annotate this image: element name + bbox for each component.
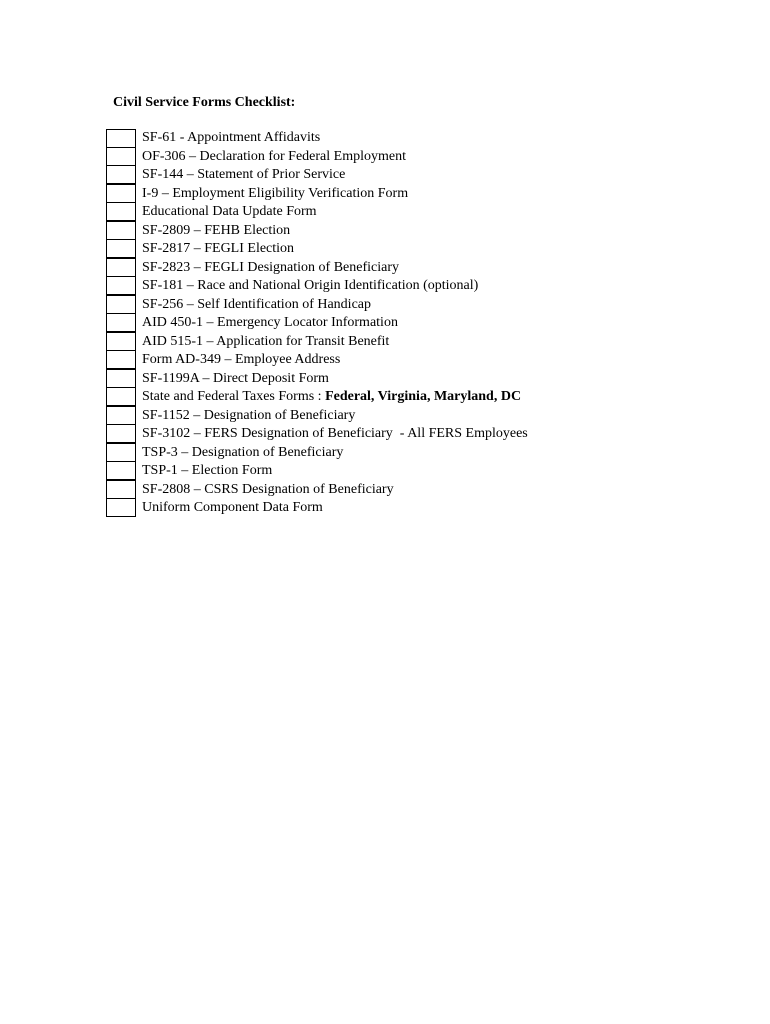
- checklist-item: [106, 240, 528, 259]
- item-text: SF-1152 – Designation of Beneficiary: [142, 407, 356, 423]
- checklist-item-label: [142, 296, 371, 314]
- item-text: SF-2817 – FEGLI Election: [142, 241, 295, 257]
- checklist-item-label: [142, 333, 389, 351]
- checkbox[interactable]: [106, 480, 136, 499]
- item-text: Uniform Component Data Form: [142, 500, 323, 516]
- checklist-item-label: [142, 277, 478, 295]
- checklist-item: [106, 370, 528, 389]
- checklist-item-label: [142, 351, 340, 369]
- checklist-item: [106, 222, 528, 241]
- checklist-item-label: [142, 129, 320, 147]
- forms-checklist: [106, 129, 528, 518]
- checklist-item: [106, 296, 528, 315]
- checkbox[interactable]: [106, 202, 136, 221]
- checklist-item-label: [142, 166, 345, 184]
- item-text: I-9 – Employment Eligibility Verification Form: [142, 185, 409, 201]
- checklist-item: [106, 259, 528, 278]
- checkbox[interactable]: [106, 369, 136, 388]
- item-text: OF-306 – Declaration for Federal Employment: [142, 148, 406, 164]
- checkbox[interactable]: [106, 221, 136, 240]
- checklist-item-label: [142, 240, 294, 258]
- checkbox[interactable]: [106, 424, 136, 443]
- checklist-item: [106, 462, 528, 481]
- checkbox[interactable]: [106, 184, 136, 203]
- checkbox[interactable]: [106, 295, 136, 314]
- checklist-item-label: [142, 370, 329, 388]
- checklist-item: [106, 166, 528, 185]
- checkbox[interactable]: [106, 313, 136, 332]
- checklist-item: [106, 351, 528, 370]
- checkbox[interactable]: [106, 332, 136, 351]
- checklist-item-label: [142, 444, 343, 462]
- item-text: SF-2808 – CSRS Designation of Beneficiary: [142, 481, 394, 497]
- checkbox[interactable]: [106, 258, 136, 277]
- checklist-item: [106, 388, 528, 407]
- item-text: SF-2809 – FEHB Election: [142, 222, 291, 238]
- item-text: AID 515-1 – Application for Transit Benefit: [142, 333, 390, 349]
- page-title: Civil Service Forms Checklist:: [113, 95, 296, 110]
- item-text: TSP-3 – Designation of Beneficiary: [142, 444, 344, 460]
- checkbox[interactable]: [106, 239, 136, 258]
- checklist-item: [106, 129, 528, 148]
- checkbox[interactable]: [106, 443, 136, 462]
- checklist-item: [106, 444, 528, 463]
- checkbox[interactable]: [106, 129, 136, 148]
- checklist-item: [106, 481, 528, 500]
- item-text: SF-2823 – FEGLI Designation of Beneficiary: [142, 259, 400, 275]
- checkbox[interactable]: [106, 387, 136, 406]
- checklist-item-label: [142, 222, 290, 240]
- item-text: Form AD-349 – Employee Address: [142, 352, 341, 368]
- checklist-item-label: [142, 388, 521, 406]
- item-text: State and Federal Taxes Forms :: [142, 389, 326, 405]
- checklist-item-label: [142, 425, 528, 443]
- item-text: SF-144 – Statement of Prior Service: [142, 167, 346, 183]
- checklist-item: [106, 499, 528, 518]
- checklist-item: [106, 333, 528, 352]
- item-text: SF-1199A – Direct Deposit Form: [142, 370, 329, 386]
- checklist-item-label: [142, 499, 323, 517]
- checklist-item: [106, 425, 528, 444]
- checklist-item: [106, 314, 528, 333]
- checklist-item-label: [142, 185, 408, 203]
- checkbox[interactable]: [106, 147, 136, 166]
- item-text: SF-3102 – FERS Designation of Beneficiary - All FERS Employees: [142, 426, 528, 442]
- checklist-item: [106, 407, 528, 426]
- checkbox[interactable]: [106, 276, 136, 295]
- item-text: SF-61 - Appointment Affidavits: [142, 130, 321, 146]
- checklist-item: [106, 277, 528, 296]
- item-text: AID 450-1 – Emergency Locator Information: [142, 315, 398, 331]
- item-text: TSP-1 – Election Form: [142, 463, 273, 479]
- item-text: Educational Data Update Form: [142, 204, 317, 220]
- checklist-item: [106, 185, 528, 204]
- checklist-item: [106, 148, 528, 167]
- checklist-item-label: [142, 259, 399, 277]
- checklist-item-label: [142, 148, 406, 166]
- checkbox[interactable]: [106, 165, 136, 184]
- checklist-item: [106, 203, 528, 222]
- item-text-bold: Federal, Virginia, Maryland, DC: [325, 389, 522, 405]
- checkbox[interactable]: [106, 461, 136, 480]
- checklist-item-label: [142, 481, 394, 499]
- checkbox[interactable]: [106, 498, 136, 517]
- checklist-item-label: [142, 203, 317, 221]
- checkbox[interactable]: [106, 406, 136, 425]
- item-text: SF-256 – Self Identification of Handicap: [142, 296, 372, 312]
- checklist-item-label: [142, 407, 355, 425]
- checkbox[interactable]: [106, 350, 136, 369]
- item-text: SF-181 – Race and National Origin Identification (optional): [142, 278, 479, 294]
- checklist-item-label: [142, 462, 272, 480]
- checklist-item-label: [142, 314, 398, 332]
